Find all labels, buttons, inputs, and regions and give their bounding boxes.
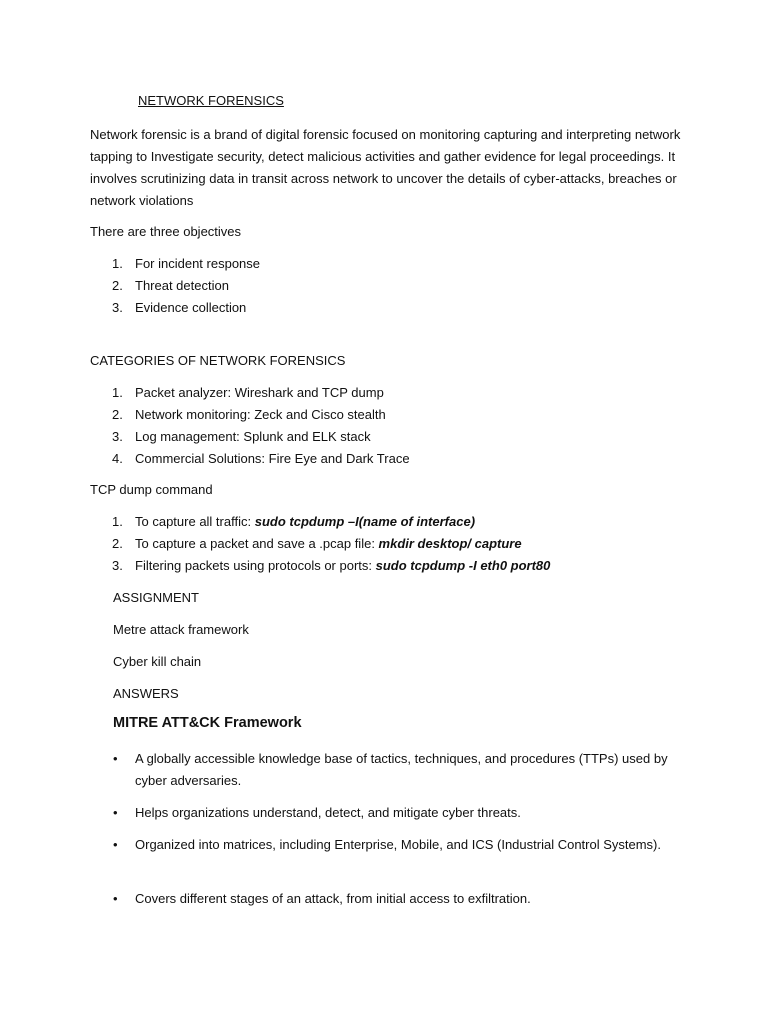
list-number: 1. <box>112 385 123 400</box>
bullet-icon: • <box>113 751 118 766</box>
list-item <box>0 426 768 448</box>
list-item-text <box>135 555 550 577</box>
list-item <box>0 511 768 533</box>
list-item-text <box>135 533 522 555</box>
list-item <box>0 382 768 404</box>
command-description: To capture all traffic: <box>135 514 255 529</box>
objectives-list <box>0 253 768 319</box>
list-number: 2. <box>112 407 123 422</box>
list-number: 3. <box>112 558 123 573</box>
mitre-heading: MITRE ATT&CK Framework <box>113 715 302 731</box>
list-number: 1. <box>112 514 123 529</box>
list-item-text: Packet analyzer: Wireshark and TCP dump <box>135 385 384 400</box>
list-item-text: Network monitoring: Zeck and Cisco stealth <box>135 407 386 422</box>
command-description: Filtering packets using protocols or ports: <box>135 558 376 573</box>
list-item <box>0 555 768 577</box>
list-item-text <box>135 511 475 533</box>
command-code: sudo tcpdump -I eth0 port80 <box>375 558 551 573</box>
list-item-text: Evidence collection <box>135 300 247 315</box>
list-item <box>0 533 768 555</box>
bullet-text: Covers different stages of an attack, from initial access to exfiltration. <box>135 891 531 906</box>
objectives-heading: There are three objectives <box>90 224 242 239</box>
command-description: To capture a packet and save a .pcap file: <box>135 536 379 551</box>
list-number: 4. <box>112 451 123 466</box>
list-item <box>0 404 768 426</box>
list-item <box>0 448 768 470</box>
list-item-text: Threat detection <box>135 278 229 293</box>
assignment-heading: ASSIGNMENT <box>113 590 199 605</box>
bullet-icon: • <box>113 805 118 820</box>
list-item <box>0 297 768 319</box>
list-item-text: For incident response <box>135 256 261 271</box>
categories-heading: CATEGORIES OF NETWORK FORENSICS <box>90 353 346 368</box>
list-item-text: Log management: Splunk and ELK stack <box>135 429 371 444</box>
categories-list <box>0 382 768 470</box>
tcpdump-heading: TCP dump command <box>90 482 213 497</box>
list-number: 3. <box>112 300 123 315</box>
list-number: 2. <box>112 536 123 551</box>
list-number: 1. <box>112 256 123 271</box>
list-item-text: Commercial Solutions: Fire Eye and Dark Trace <box>135 451 410 466</box>
list-item <box>0 275 768 297</box>
page-title: NETWORK FORENSICS <box>138 93 284 108</box>
command-code: sudo tcpdump –I(name of interface) <box>254 514 476 529</box>
bullet-text: Organized into matrices, including Enterprise, Mobile, and ICS (Industrial Control Systems). <box>135 837 661 852</box>
bullet-icon: • <box>113 891 118 906</box>
assignment-item: Cyber kill chain <box>113 654 202 669</box>
list-number: 2. <box>112 278 123 293</box>
assignment-item: Metre attack framework <box>113 622 249 637</box>
bullet-icon: • <box>113 837 118 852</box>
bullet-text: Helps organizations understand, detect, and mitigate cyber threats. <box>135 805 521 820</box>
tcpdump-list <box>0 511 768 577</box>
bullet-text: A globally accessible knowledge base of tactics, techniques, and procedures (TTPs) used by cyber adversaries. <box>135 751 668 788</box>
list-item <box>0 253 768 275</box>
list-number: 3. <box>112 429 123 444</box>
intro-paragraph: Network forensic is a brand of digital forensic focused on monitoring capturing and interpreting network tapping to Investigate security, detect malicious activities and gather evidence for legal proceedings. It involves scrutinizing data in transit across network to uncover the details of cyber-attacks, breaches or network violations <box>90 127 681 208</box>
answers-heading: ANSWERS <box>113 686 179 701</box>
command-code: mkdir desktop/ capture <box>378 536 522 551</box>
